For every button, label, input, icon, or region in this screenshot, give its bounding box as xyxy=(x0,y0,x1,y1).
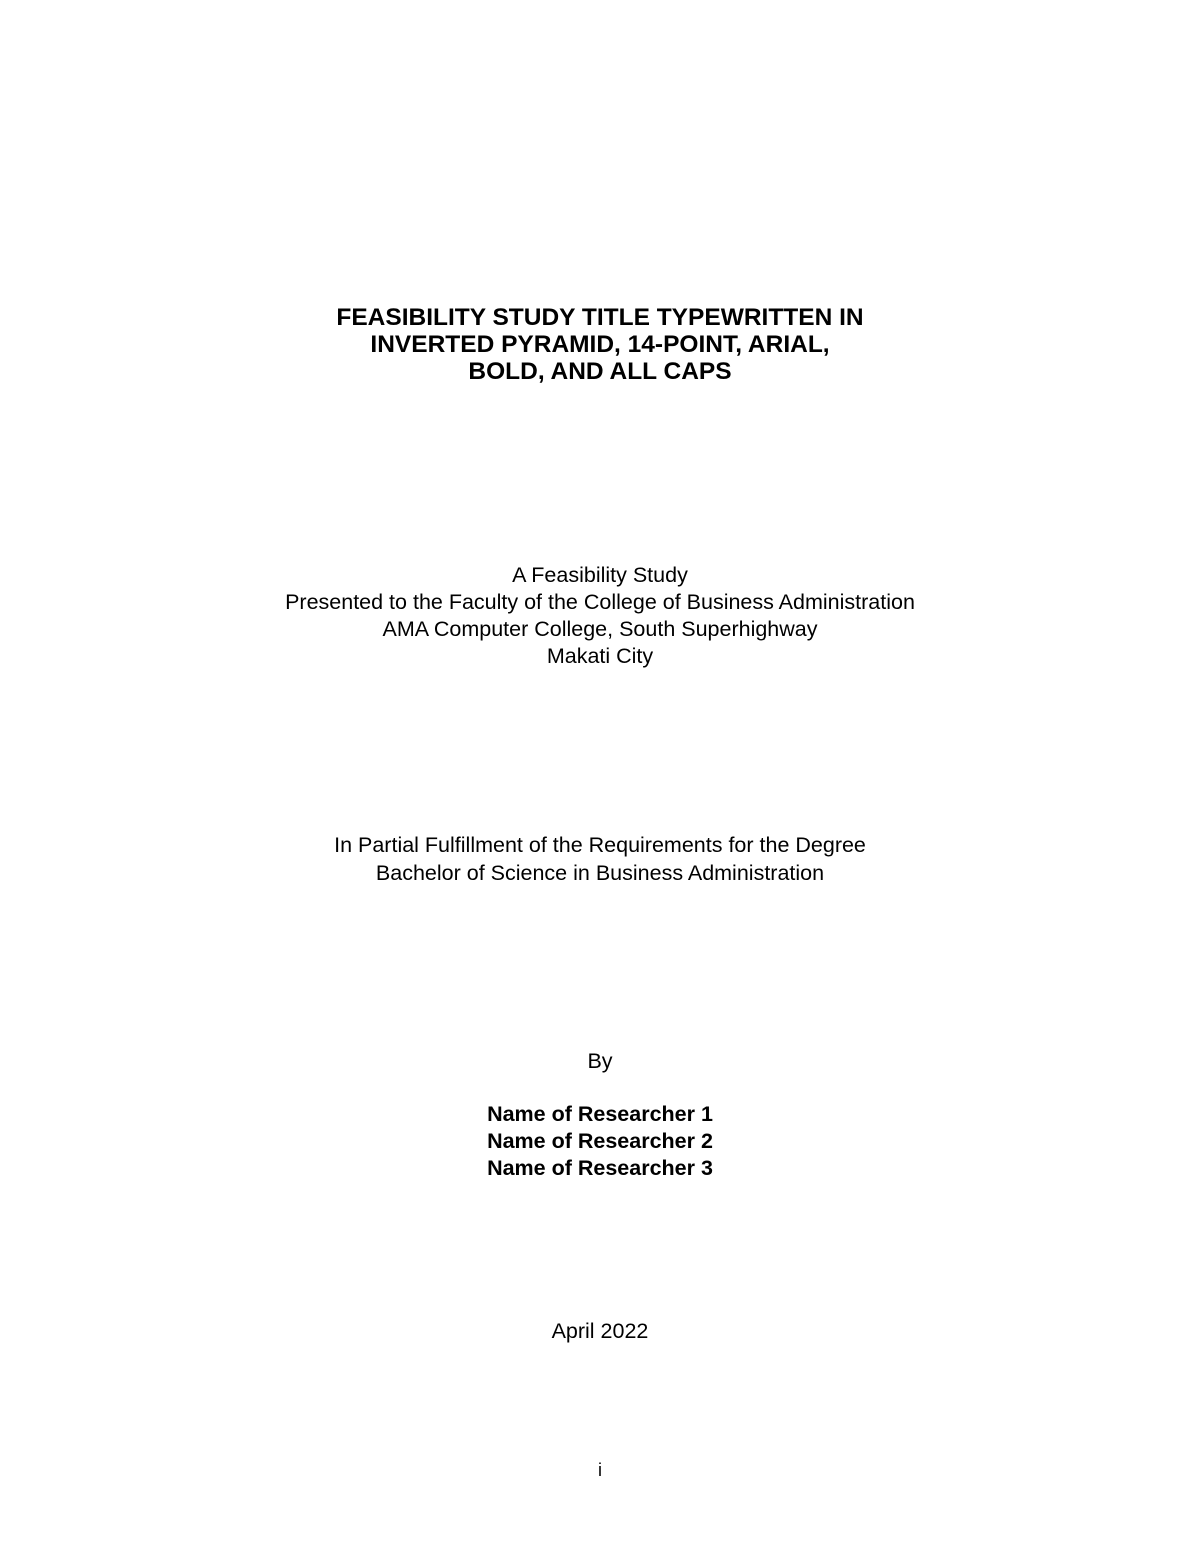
document-title xyxy=(0,304,1200,385)
fulfillment-statement: In Partial Fulfillment of the Requirements for the Degree xyxy=(334,833,866,857)
city: Makati City xyxy=(546,644,654,668)
title-line: FEASIBILITY STUDY TITLE TYPEWRITTEN IN xyxy=(336,304,864,331)
institution: AMA Computer College, South Superhighway xyxy=(382,617,818,641)
researcher-list xyxy=(0,1101,1200,1182)
study-description xyxy=(0,562,1200,670)
by-label: By xyxy=(587,1049,613,1073)
title-line: INVERTED PYRAMID, 14-POINT, ARIAL, xyxy=(370,331,830,358)
degree-name: Bachelor of Science in Business Administration xyxy=(375,861,825,885)
page-number: i xyxy=(598,1460,602,1480)
degree-requirements xyxy=(0,831,1200,887)
submission-date: April 2022 xyxy=(551,1319,649,1343)
researcher-name: Name of Researcher 1 xyxy=(487,1102,713,1126)
researcher-name: Name of Researcher 3 xyxy=(487,1156,713,1180)
title-line: BOLD, AND ALL CAPS xyxy=(468,358,732,385)
presented-to: Presented to the Faculty of the College of Business Administration xyxy=(285,590,915,614)
researcher-name: Name of Researcher 2 xyxy=(487,1129,713,1153)
study-type: A Feasibility Study xyxy=(512,563,688,587)
